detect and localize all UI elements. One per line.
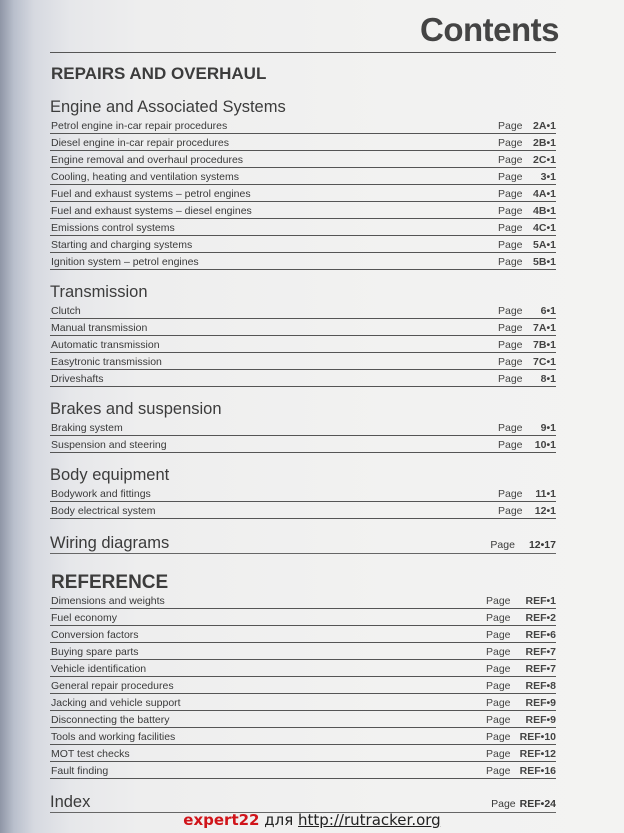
page-word: Page bbox=[486, 731, 511, 743]
entry-label: Conversion factors bbox=[51, 629, 139, 641]
section-body bbox=[50, 466, 556, 519]
toc-entry[interactable] bbox=[50, 117, 556, 134]
entry-label: Index bbox=[50, 793, 91, 811]
entry-label: Wiring diagrams bbox=[50, 534, 170, 552]
section-wiring bbox=[50, 531, 556, 554]
toc-entry[interactable] bbox=[50, 202, 556, 219]
page-word: Page bbox=[498, 256, 523, 268]
page-word: Page bbox=[498, 171, 523, 183]
page-word: Page bbox=[498, 422, 523, 434]
page-number: 12•1 bbox=[534, 505, 556, 517]
page-number: 7C•1 bbox=[533, 356, 556, 368]
page-word: Page bbox=[498, 322, 523, 334]
page-word: Page bbox=[498, 154, 523, 166]
toc-entry[interactable] bbox=[50, 694, 556, 711]
entry-label: Driveshafts bbox=[51, 373, 104, 385]
toc-entry[interactable] bbox=[50, 436, 556, 453]
page-word: Page bbox=[498, 137, 523, 149]
toc-entry[interactable] bbox=[50, 643, 556, 660]
entry-label: Vehicle identification bbox=[51, 663, 147, 675]
page-word: Page bbox=[498, 222, 523, 234]
toc-entry[interactable] bbox=[50, 185, 556, 202]
page-number: REF•7 bbox=[525, 663, 556, 675]
section-reference bbox=[50, 592, 556, 779]
page-number: REF•6 bbox=[525, 629, 556, 641]
page-number: 5B•1 bbox=[533, 256, 556, 268]
section-index bbox=[50, 790, 556, 813]
part-heading-repairs: REPAIRS AND OVERHAUL bbox=[51, 64, 267, 83]
page-word: Page bbox=[498, 188, 523, 200]
toc-entry[interactable] bbox=[50, 745, 556, 762]
watermark-middle: для bbox=[259, 811, 299, 829]
page-number: 7B•1 bbox=[533, 339, 556, 351]
page-number: REF•8 bbox=[525, 680, 556, 692]
entry-label: Jacking and vehicle support bbox=[51, 697, 181, 709]
section-engine bbox=[50, 98, 556, 270]
section-title: Body equipment bbox=[50, 466, 170, 484]
toc-entry[interactable] bbox=[50, 626, 556, 643]
page-number: 2B•1 bbox=[533, 137, 556, 149]
toc-entry[interactable] bbox=[50, 609, 556, 626]
entry-label: Automatic transmission bbox=[51, 339, 160, 351]
toc-entry[interactable] bbox=[50, 302, 556, 319]
page-word: Page bbox=[486, 612, 511, 624]
entry-label: Body electrical system bbox=[51, 505, 156, 517]
page-number: 10•1 bbox=[534, 439, 556, 451]
toc-entry[interactable] bbox=[50, 353, 556, 370]
page-number: REF•1 bbox=[525, 595, 556, 607]
page-word: Page bbox=[486, 765, 511, 777]
page-word: Page bbox=[486, 646, 511, 658]
toc-entry[interactable] bbox=[50, 592, 556, 609]
page-word: Page bbox=[498, 439, 523, 451]
page-number: 4A•1 bbox=[533, 188, 556, 200]
page-number: 3•1 bbox=[540, 171, 556, 183]
page-word: Page bbox=[498, 373, 523, 385]
page-number: REF•2 bbox=[525, 612, 556, 624]
watermark-brand: expert22 bbox=[183, 811, 260, 829]
page-number: 4B•1 bbox=[533, 205, 556, 217]
page-number: 9•1 bbox=[540, 422, 556, 434]
page-word: Page bbox=[486, 663, 511, 675]
entry-label: General repair procedures bbox=[51, 680, 174, 692]
section-brakes bbox=[50, 400, 556, 453]
entry-label: Fuel economy bbox=[51, 612, 117, 624]
page-number: 2A•1 bbox=[533, 120, 556, 132]
page-word: Page bbox=[498, 356, 523, 368]
page-number: REF•9 bbox=[525, 714, 556, 726]
watermark-link[interactable]: http://rutracker.org bbox=[298, 811, 441, 829]
entry-label: Starting and charging systems bbox=[51, 239, 193, 251]
entry-label: Ignition system – petrol engines bbox=[51, 256, 199, 268]
entry-label: Fault finding bbox=[51, 765, 109, 777]
entry-label: Emissions control systems bbox=[51, 222, 175, 234]
page-number: 7A•1 bbox=[533, 322, 556, 334]
page-word: Page bbox=[498, 339, 523, 351]
page-number: 2C•1 bbox=[533, 154, 556, 166]
page-number: 11•1 bbox=[535, 488, 556, 500]
entry-label: Diesel engine in-car repair procedures bbox=[51, 137, 230, 149]
toc-entry[interactable] bbox=[50, 660, 556, 677]
watermark bbox=[0, 811, 624, 829]
toc-entry[interactable] bbox=[50, 168, 556, 185]
page-word: Page bbox=[491, 798, 516, 810]
page-word: Page bbox=[486, 697, 511, 709]
page-number: 12•17 bbox=[528, 539, 556, 551]
toc-entry[interactable] bbox=[50, 236, 556, 253]
page-number: REF•9 bbox=[525, 697, 556, 709]
entry-label: Cooling, heating and ventilation systems bbox=[51, 171, 239, 183]
page-word: Page bbox=[486, 714, 511, 726]
toc-entry[interactable] bbox=[50, 711, 556, 728]
toc-entry[interactable] bbox=[50, 677, 556, 694]
toc-entry[interactable] bbox=[50, 419, 556, 436]
entry-label: Tools and working facilities bbox=[51, 731, 176, 743]
page-word: Page bbox=[486, 595, 511, 607]
section-title: Brakes and suspension bbox=[50, 400, 222, 418]
page-number: REF•24 bbox=[519, 798, 556, 810]
toc-entry[interactable] bbox=[50, 151, 556, 168]
entry-label: Engine removal and overhaul procedures bbox=[51, 154, 244, 166]
toc-entry[interactable] bbox=[50, 134, 556, 151]
entry-label: Manual transmission bbox=[51, 322, 148, 334]
page-word: Page bbox=[486, 680, 511, 692]
page-word: Page bbox=[498, 505, 523, 517]
page-number: 6•1 bbox=[540, 305, 556, 317]
page-word: Page bbox=[486, 629, 511, 641]
toc-entry[interactable] bbox=[50, 502, 556, 519]
entry-label: Dimensions and weights bbox=[51, 595, 165, 607]
page-number: REF•16 bbox=[519, 765, 556, 777]
section-title: Transmission bbox=[50, 283, 148, 301]
page-number: 8•1 bbox=[540, 373, 556, 385]
toc-entry[interactable] bbox=[50, 485, 556, 502]
toc-entry[interactable] bbox=[50, 219, 556, 236]
entry-label: Buying spare parts bbox=[51, 646, 139, 658]
page-word: Page bbox=[498, 120, 523, 132]
entry-label: Suspension and steering bbox=[51, 439, 167, 451]
page-word: Page bbox=[498, 488, 523, 500]
page-number: REF•7 bbox=[525, 646, 556, 658]
title-divider bbox=[50, 52, 556, 53]
page-number: 4C•1 bbox=[533, 222, 556, 234]
section-transmission bbox=[50, 283, 556, 387]
toc-entry[interactable] bbox=[50, 253, 556, 270]
page-word: Page bbox=[490, 539, 515, 551]
entry-label: Fuel and exhaust systems – diesel engines bbox=[51, 205, 252, 217]
entry-label: Petrol engine in-car repair procedures bbox=[51, 120, 228, 132]
toc-entry[interactable] bbox=[50, 728, 556, 745]
entry-label: MOT test checks bbox=[51, 748, 130, 760]
toc-entry[interactable] bbox=[50, 336, 556, 353]
toc-entry-index[interactable] bbox=[50, 790, 556, 813]
toc-entry[interactable] bbox=[50, 370, 556, 387]
toc-entry-wiring[interactable] bbox=[50, 531, 556, 554]
entry-label: Clutch bbox=[51, 305, 81, 317]
page-word: Page bbox=[498, 305, 523, 317]
entry-label: Fuel and exhaust systems – petrol engines bbox=[51, 188, 251, 200]
page-number: REF•10 bbox=[519, 731, 556, 743]
page-title: Contents bbox=[420, 11, 559, 48]
part-heading-reference: REFERENCE bbox=[51, 572, 169, 593]
toc-entry[interactable] bbox=[50, 762, 556, 779]
toc-entry[interactable] bbox=[50, 319, 556, 336]
page-word: Page bbox=[498, 239, 523, 251]
entry-label: Disconnecting the battery bbox=[51, 714, 170, 726]
entry-label: Bodywork and fittings bbox=[51, 488, 151, 500]
page-number: 5A•1 bbox=[533, 239, 556, 251]
entry-label: Easytronic transmission bbox=[51, 356, 162, 368]
page-word: Page bbox=[498, 205, 523, 217]
section-title: Engine and Associated Systems bbox=[50, 98, 286, 116]
entry-label: Braking system bbox=[51, 422, 123, 434]
page-number: REF•12 bbox=[519, 748, 556, 760]
page-word: Page bbox=[486, 748, 511, 760]
